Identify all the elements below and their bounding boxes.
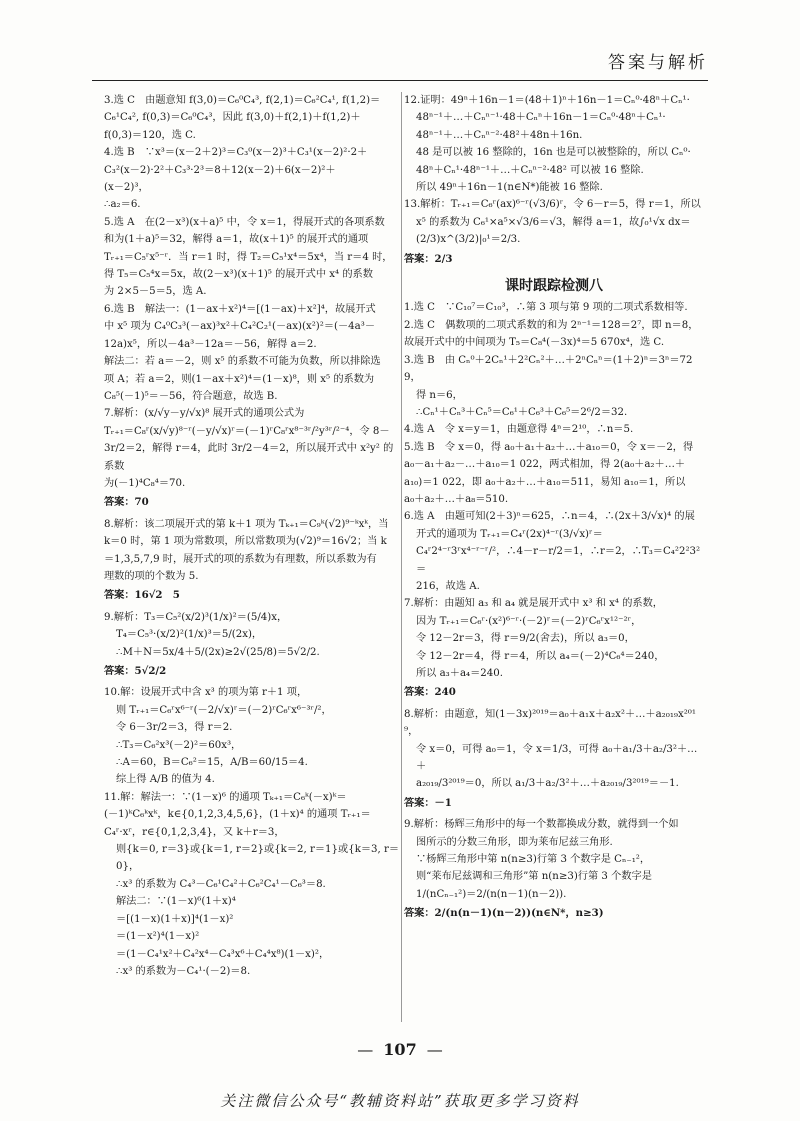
text-line: 6.选 A 由题可知(2＋3)ⁿ＝625，∴n＝4，∴(2x＋3/√x)⁴ 的展 [404, 511, 695, 523]
page-number-dash-right: — [426, 1040, 443, 1059]
text-line: 4.选 B ∵x³＝(x－2＋2)³＝C₃⁰(x－2)³＋C₃¹(x－2)²·2＋ [104, 147, 368, 159]
text-line: C₄ʳ·xʳ，r∈{0,1,2,3,4}，又 k＋r＝3， [104, 826, 285, 838]
text-line: 10.解：设展开式中含 x³ 的项为第 r＋1 项， [104, 687, 308, 699]
header-title: 答案与解析 [608, 53, 708, 73]
text-line: 所以 49ⁿ＋16n－1(n∈N*)能被 16 整除. [416, 182, 603, 194]
text-line: 解法二：∵(1－x)⁶(1＋x)⁴ [116, 896, 236, 908]
text-line: C₆¹C₄², f(0,3)＝C₆⁰C₄³，因此 f(3,0)＋f(2,1)＋f(1,2)＋ [104, 112, 361, 124]
text-line: a₁₀)＝1 022，即 a₀＋a₂＋…＋a₁₀＝511，易知 a₁₀＝1，所以 [404, 476, 686, 488]
text-line: 48ⁿ⁻¹＋…＋Cₙⁿ⁻²·48²＋48n＋16n. [416, 129, 583, 141]
text-line: 综上得 A/B 的值为 4. [116, 774, 215, 786]
text-line: ＝[(1－x)(1＋x)]⁴(1－x)² [116, 913, 234, 925]
text-line: 开式的通项为 Tᵣ₊₁＝C₄ʳ(2x)⁴⁻ʳ(3/√x)ʳ＝ [416, 528, 603, 540]
text-line: a₀－a₁＋a₂－…＋a₁₀＝1 022，两式相加，得 2(a₀＋a₂＋…＋ [404, 459, 686, 471]
text-line: x⁵ 的系数为 C₆¹×a⁵×√3/6＝√3，解得 a＝1，故∫₀¹√x dx＝ [416, 216, 691, 228]
column-divider [401, 92, 402, 1022]
text-line: 5.选 A 在(2－x³)(x＋a)⁵ 中，令 x＝1，得展开式的各项系数 [104, 216, 385, 228]
text-line: 项 A；若 a＝2，则(1－ax＋x²)⁴＝(1－x)⁸，则 x⁵ 的系数为 [104, 373, 375, 385]
text-line: 令 x＝0，可得 a₀＝1，令 x＝1/3，可得 a₀＋a₁/3＋a₂/3²＋…＋ [416, 743, 698, 773]
text-line: 理数的项的个数为 5. [104, 570, 199, 582]
text-line: 则{k＝0, r＝3}或{k＝1, r＝2}或{k＝2, r＝1}或{k＝3, r＝0}， [116, 844, 400, 873]
text-line: 8.解析：该二项展开式的第 k＋1 项为 Tₖ₊₁＝C₉ᵏ(√2)⁹⁻ᵏxᵏ，当 [104, 518, 389, 530]
text-line: 8.解析：由题意，知(1－3x)²⁰¹⁹＝a₀＋a₁x＋a₂x²＋…＋a₂₀₁₉x²⁰¹⁹， [404, 708, 696, 738]
text-line: ∴M＋N＝5x/4＋5/(2x)≥2√(25/8)＝5√2/2. [116, 646, 320, 658]
text-line: ∴A＝60，B＝C₆²＝15，A/B＝60/15＝4. [116, 757, 308, 769]
answer-line: 答案：16√2 5 [104, 589, 180, 602]
text-line: 图所示的分数三角形，即为莱布尼兹三角形. [416, 836, 613, 848]
text-line: 48ⁿ⁻¹＋…＋Cₙⁿ⁻¹·48＋Cₙⁿ＋16n－1＝Cₙ⁰·48ⁿ＋Cₙ¹· [416, 112, 666, 124]
text-line: (－1)ᵏC₆ᵏxᵏ，k∈{0,1,2,3,4,5,6}，(1＋x)⁴ 的通项 Tᵣ₊₁＝ [104, 809, 371, 821]
text-line: Tᵣ₊₁＝C₈ʳ(x/√y)⁸⁻ʳ(－y/√x)ʳ＝(－1)ʳC₈ʳx⁸⁻³ʳ/²y³ʳ/²⁻⁴，令 8－ [104, 425, 390, 437]
text-line: 3.选 C 由题意知 f(3,0)＝C₆⁰C₄³, f(2,1)＝C₆²C₄¹, f(1,2)＝ [104, 95, 381, 106]
text-line: 4.选 A 令 x＝y＝1，由题意得 4ⁿ＝2¹⁰，∴n＝5. [404, 424, 634, 436]
text-line: 11.解：解法一：∵(1－x)⁶ 的通项 Tₖ₊₁＝C₆ᵏ(－x)ᵏ＝ [104, 791, 347, 803]
text-line: ＝(1－C₄¹x²＋C₄²x⁴－C₄³x⁶＋C₄⁴x⁸)(1－x)²， [116, 948, 330, 960]
text-line: ∴Cₙ¹＋Cₙ³＋Cₙ⁵＝C₆¹＋C₆³＋C₆⁵＝2⁶/2＝32. [416, 406, 628, 418]
text-line: 12.证明：49ⁿ＋16n－1＝(48＋1)ⁿ＋16n－1＝Cₙ⁰·48ⁿ＋Cₙ¹· [404, 95, 690, 106]
text-line: 3.选 B 由 Cₙ⁰＋2Cₙ¹＋2²Cₙ²＋…＋2ⁿCₙⁿ＝(1＋2)ⁿ＝3ⁿ＝729， [404, 354, 693, 384]
answer-line: 答案：2/(n(n－1)(n－2))(n∈N*，n≥3) [404, 907, 604, 920]
page-number-value: 107 [383, 1040, 417, 1059]
text-line: 则 Tᵣ₊₁＝C₆ʳx⁶⁻ʳ(－2/√x)ʳ＝(－2)ʳC₆ʳx⁶⁻³ʳ/²， [116, 704, 332, 716]
text-line: 得 n＝6， [416, 389, 463, 401]
text-line: T₄＝C₅³·(x/2)²(1/x)³＝5/(2x)， [116, 629, 263, 641]
answer-line: 答案：2/3 [404, 252, 453, 265]
text-line: ∴a₂＝6. [104, 199, 141, 211]
text-line: ＝1,3,5,7,9 时，展开式的项的系数为有理数，所以系数为有 [104, 553, 377, 565]
text-line: 令 12－2r＝3，得 r＝9/2(舍去)，所以 a₃＝0， [416, 633, 635, 645]
right-column [404, 92, 704, 1032]
header-rule [92, 80, 708, 81]
text-line: 因为 Tᵣ₊₁＝C₆ʳ·(x²)⁶⁻ʳ·(－2)ʳ＝(－2)ʳC₆ʳx¹²⁻²ʳ， [416, 615, 642, 627]
text-line: 6.选 B 解法一：(1－ax＋x²)⁴＝[(1－ax)＋x²]⁴，故展开式 [104, 303, 376, 315]
text-line: 1/(nCₙ₋₁²)＝2/(n(n－1)(n－2)). [416, 888, 567, 900]
text-line: C₈⁵(－1)⁵＝－56，符合题意，故选 B. [104, 390, 278, 402]
answer-line: 答案：70 [104, 496, 149, 509]
text-line: 48 是可以被 16 整除的，16n 也是可以被整除的，所以 Cₙ⁰· [416, 147, 691, 159]
text-line: 216，故选 A. [416, 580, 480, 592]
text-line: 7.解析：由题知 a₃ 和 a₄ 就是展开式中 x³ 和 x⁴ 的系数， [404, 598, 663, 610]
text-line: f(0,3)＝120，选 C. [104, 129, 196, 141]
text-line: a₀＋a₂＋…＋a₈＝510. [404, 493, 509, 505]
text-line: 令 6－3r/2＝3，得 r＝2. [116, 722, 233, 734]
text-line: (x－2)³， [104, 182, 149, 194]
text-line: 12a)x⁵，所以－4a³－12a＝－56，解得 a＝2. [104, 338, 317, 350]
text-line: 3r/2＝2，解得 r＝4，此时 3r/2－4＝2，所以展开式中 x²y² 的系数 [104, 443, 394, 472]
answer-line: 答案：－1 [404, 796, 452, 809]
text-line: 所以 a₃＋a₄＝240. [416, 668, 503, 679]
text-line: 解法二：若 a＝－2，则 x⁵ 的系数不可能为负数，所以排除选 [104, 356, 381, 368]
text-line: 则“莱布尼兹调和三角形”第 n(n≥3)行第 3 个数字是 [416, 871, 652, 883]
text-line: k＝0 时，第 1 项为常数项，所以常数项为(√2)⁹＝16√2；当 k [104, 536, 387, 548]
text-line: ∴T₃＝C₆²x³(－2)²＝60x³， [116, 739, 242, 751]
text-line: 令 12－2r＝4，得 r＝4，所以 a₄＝(－2)⁴C₆⁴＝240， [416, 650, 665, 662]
text-line: Tᵣ₊₁＝C₅ʳx⁵⁻ʳ．当 r＝1 时，得 T₂＝C₅¹x⁴＝5x⁴，当 r＝4 时， [104, 251, 393, 263]
text-line: 13.解析：Tᵣ₊₁＝C₆ʳ(ax)⁶⁻ʳ(√3/6)ʳ，令 6－r＝5，得 r＝1，所以 [404, 199, 701, 211]
text-line: C₄ʳ2⁴⁻ʳ3ʳx⁴⁻ʳ⁻ʳ/²，∴4－r－r/2＝1，∴r＝2，∴T₃＝C₄²2²3²＝ [416, 546, 701, 575]
text-line: ∴x³ 的系数为－C₄¹·(－2)＝8. [116, 965, 251, 977]
text-line: C₃²(x－2)·2²＋C₃³·2³＝8＋12(x－2)＋6(x－2)²＋ [104, 164, 336, 176]
text-line: 48ⁿ＋Cₙ¹·48ⁿ⁻¹＋…＋Cₙⁿ⁻²·48² 可以被 16 整除. [416, 164, 644, 176]
text-line: ∴x³ 的系数为 C₄³－C₆¹C₄²＋C₆²C₄¹－C₆³＝8. [116, 878, 326, 890]
footer-promo: 关注微信公众号“教辅资料站”获取更多学习资料 [220, 1092, 580, 1110]
text-line: 9.解析：T₃＝C₅²(x/2)³(1/x)²＝(5/4)x， [104, 611, 288, 623]
text-line: (2/3)x^(3/2)|₀¹＝2/3. [416, 234, 521, 246]
answer-line: 答案：240 [404, 686, 456, 699]
text-line: 得 T₅＝C₅⁴x＝5x，故(2－x³)(x＋1)⁵ 的展开式中 x⁴ 的系数 [104, 269, 373, 281]
text-line: 9.解析：杨辉三角形中的每一个数都换成分数，就得到一个如 [404, 819, 679, 831]
text-line: 5.选 B 令 x＝0，得 a₀＋a₁＋a₂＋…＋a₁₀＝0，令 x＝－2，得 [404, 441, 694, 453]
text-line: 为 2×5－5＝5，选 A. [104, 286, 207, 298]
text-line: 中 x⁵ 项为 C₄⁰C₃³(－ax)³x²＋C₄²C₂¹(－ax)(x²)²＝(－4a³－ [104, 321, 376, 333]
text-line: ＝(1－x²)⁴(1－x)² [116, 931, 200, 943]
left-column [104, 92, 400, 1032]
text-line: 和为(1＋a)⁵＝32，解得 a＝1，故(x＋1)⁵ 的展开式的通项 [104, 234, 369, 246]
text-line: 为(－1)⁴C₈⁴＝70. [104, 477, 186, 489]
text-line: 1.选 C ∵C₁₀⁷＝C₁₀³，∴第 3 项与第 9 项的二项式系数相等. [404, 302, 688, 314]
text-line: a₂₀₁₉/3²⁰¹⁹＝0，所以 a₁/3＋a₂/3²＋…＋a₂₀₁₉/3²⁰¹⁹＝－1. [416, 778, 679, 790]
section-title: 课时跟踪检测八 [505, 278, 603, 295]
text-line: ∵杨辉三角形中第 n(n≥3)行第 3 个数字是 Cₙ₋₁²， [416, 854, 651, 866]
text-line: 故展开式中的中间项为 T₅＝C₈⁴(－3x)⁴＝5 670x⁴，选 C. [404, 337, 665, 349]
answer-line: 答案：5√2/2 [104, 665, 167, 677]
page-number [0, 1040, 800, 1059]
page-number-dash-left: — [357, 1040, 374, 1059]
text-line: 7.解析：(x/√y－y/√x)⁸ 展开式的通项公式为 [104, 408, 305, 420]
text-line: 2.选 C 偶数项的二项式系数的和为 2ⁿ⁻¹＝128＝2⁷，即 n＝8， [404, 319, 699, 331]
